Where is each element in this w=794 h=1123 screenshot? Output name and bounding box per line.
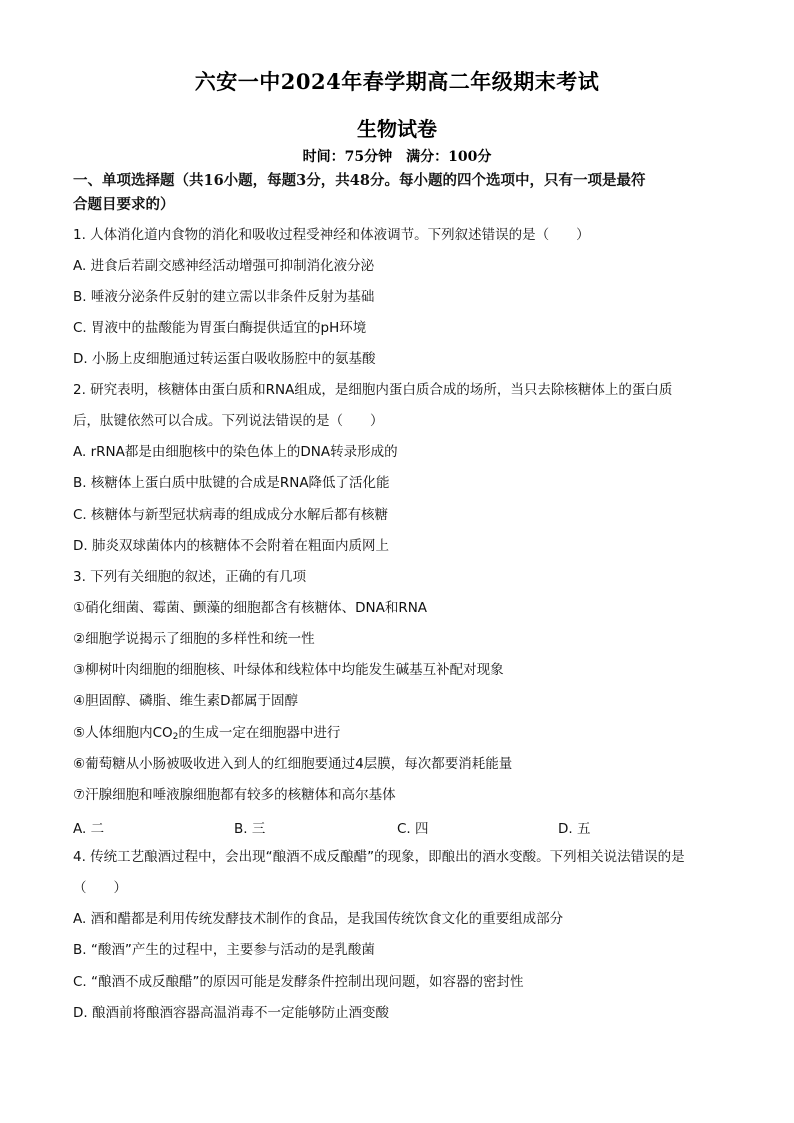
q3-option-d: D. 五 — [558, 821, 591, 837]
q3-option-a: A. 二 — [73, 821, 105, 837]
q2-option-a: A. rRNA都是由细胞核中的染色体上的DNA转录形成的 — [73, 444, 398, 460]
q3-option-b: B. 三 — [234, 821, 266, 837]
q2-option-d: D. 肺炎双球菌体内的核糖体不会附着在粗面内质网上 — [73, 538, 389, 554]
q3-statement-6: ⑥葡萄糖从小肠被吸收进入到人的红细胞要通过4层膜，每次都要消耗能量 — [73, 756, 513, 772]
section-heading-line1: 一、单项选择题（共16小题，每题3分，共48分。每小题的四个选项中，只有一项是最符 — [73, 172, 646, 189]
q4-option-d: D. 酿酒前将酿酒容器高温消毒不一定能够防止酒变酸 — [73, 1005, 389, 1021]
q4-option-c: C. “酿酒不成反酿醋”的原因可能是发酵条件控制出现问题，如容器的密封性 — [73, 974, 524, 990]
q1-stem: 1. 人体消化道内食物的消化和吸收过程受神经和体液调节。下列叙述错误的是（ ） — [73, 227, 590, 243]
q3-option-c: C. 四 — [397, 821, 429, 837]
q1-option-d: D. 小肠上皮细胞通过转运蛋白吸收肠腔中的氨基酸 — [73, 351, 376, 367]
q2-stem-line2: 后，肽键依然可以合成。下列说法错误的是（ ） — [73, 413, 384, 429]
q2-stem-line1: 2. 研究表明，核糖体由蛋白质和RNA组成，是细胞内蛋白质合成的场所，当只去除核糖体上的蛋白质 — [73, 382, 673, 398]
q3-statement-7: ⑦汗腺细胞和唾液腺细胞都有较多的核糖体和高尔基体 — [73, 787, 396, 803]
q4-option-a: A. 酒和醋都是利用传统发酵技术制作的食品，是我国传统饮食文化的重要组成部分 — [73, 911, 564, 927]
q4-stem-line2: （ ） — [73, 880, 127, 896]
q3-statement-5-subscript: 2 — [172, 732, 179, 742]
q3-statement-4: ④胆固醇、磷脂、维生素D都属于固醇 — [73, 693, 298, 709]
exam-meta: 时间：75分钟 满分：100分 — [302, 149, 492, 165]
q3-stem: 3. 下列有关细胞的叙述，正确的有几项 — [73, 569, 307, 585]
q3-statement-5-text-b: 的生成一定在细胞器中进行 — [178, 725, 341, 741]
q4-option-b: B. “酸酒”产生的过程中，主要参与活动的是乳酸菌 — [73, 942, 375, 958]
q2-option-b: B. 核糖体上蛋白质中肽键的合成是RNA降低了活化能 — [73, 475, 390, 491]
exam-subtitle: 生物试卷 — [357, 117, 437, 141]
q4-stem-line1: 4. 传统工艺酿酒过程中，会出现“酿酒不成反酿醋”的现象，即酿出的酒水变酸。下列相关说法错误的是 — [73, 849, 685, 865]
q1-option-b: B. 唾液分泌条件反射的建立需以非条件反射为基础 — [73, 289, 375, 305]
q3-statement-5-text-a: ⑤人体细胞内CO — [73, 725, 173, 741]
q1-option-c: C. 胃液中的盐酸能为胃蛋白酶提供适宜的pH环境 — [73, 320, 367, 336]
exam-title: 六安一中2024年春学期高二年级期末考试 — [194, 69, 600, 94]
q3-statement-5 — [73, 724, 340, 746]
q3-statement-1: ①硝化细菌、霉菌、颤藻的细胞都含有核糖体、DNA和RNA — [73, 600, 428, 616]
section-heading-line2: 合题目要求的） — [73, 196, 175, 213]
q2-option-c: C. 核糖体与新型冠状病毒的组成成分水解后都有核糖 — [73, 507, 389, 523]
q1-option-a: A. 进食后若副交感神经活动增强可抑制消化液分泌 — [73, 258, 375, 274]
q3-statement-3: ③柳树叶肉细胞的细胞核、叶绿体和线粒体中均能发生碱基互补配对现象 — [73, 662, 504, 678]
q3-statement-2: ②细胞学说揭示了细胞的多样性和统一性 — [73, 631, 315, 647]
